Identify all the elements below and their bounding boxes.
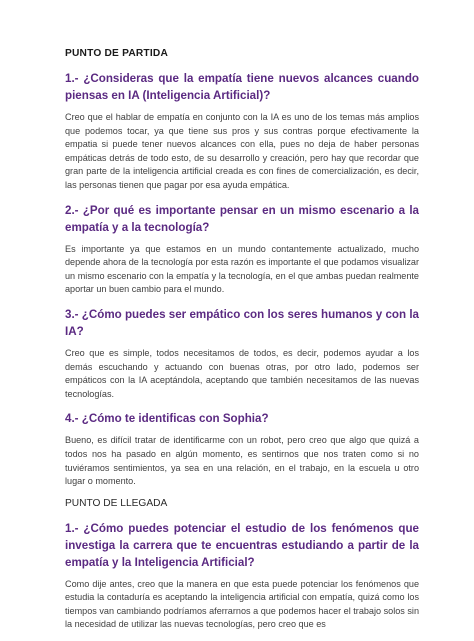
question-2: 2.- ¿Por qué es importante pensar en un mismo escenario a la empatía y a la tecnología? xyxy=(65,203,419,234)
question-4: 4.- ¿Cómo te identificas con Sophia? xyxy=(65,412,269,426)
question-3: 3.- ¿Cómo puedes ser empático con los seres humanos y con la IA? xyxy=(65,307,419,338)
section-title-punto-de-llegada: PUNTO DE LLEGADA xyxy=(65,497,168,509)
answer-4: Bueno, es difícil tratar de identificarme con un robot, pero creo que algo que quizá a todos nos ha pasado en algún momento, es sentirnos que nos traten como si no tuviéramos sentimientos, ya sea en una relación, en el trabajo, en la escuela u otro lugar o momento. xyxy=(65,435,419,487)
answer-3: Creo que es simple, todos necesitamos de todos, es decir, podemos ayudar a los demás escuchando y actuando con buenas otras, por otro lado, podemos ser empáticos con la IA aceptándola, aceptando que también necesitamos de las nuevas tecnologías. xyxy=(65,347,419,399)
answer-5: Como dije antes, creo que la manera en que esta puede potenciar los fenómenos que estudia la contaduría es aceptando la inteligencia artificial con empatía, quizá como los tiempos van cambiando podríamos aferrarnos a que podemos hacer el trabajo solos sin la necesidad de utilizar las nuevas tecnologías, pero creo que es xyxy=(65,578,419,630)
question-5: 1.- ¿Cómo puedes potenciar el estudio de los fenómenos que investiga la carrera que te encuentras estudiando a partir de la empatía y la Inteligencia Artificial? xyxy=(65,521,419,569)
document-body xyxy=(65,48,419,641)
answer-2: Es importante ya que estamos en un mundo contantemente actualizado, mucho depende ahora de la tecnología por esta razón es importante el que podamos visualizar un mismo escenario con la empatía y la tecnología, en el que ambas puedan realmente aportar un buen cambio para el mundo. xyxy=(65,243,419,295)
question-1: 1.- ¿Consideras que la empatía tiene nuevos alcances cuando piensas en IA (Inteligencia Artificial)? xyxy=(65,72,419,102)
answer-1: Creo que el hablar de empatía en conjunto con la IA es uno de los temas más amplios que podemos tocar, ya que tiene sus pros y sus contras porque efectivamente la empatia si puede tener nuevos alcances con ella, pues no deja de haber personas empáticas detrás de todo esto, de su desarrollo y creación, pero hay que recordar que gran parte de la inteligencia artificial creada es con fines de comercialización, es decir, las personas tienen que pagar por esa ayuda empática. xyxy=(65,112,419,190)
section-title-punto-de-partida: PUNTO DE PARTIDA xyxy=(65,48,169,59)
